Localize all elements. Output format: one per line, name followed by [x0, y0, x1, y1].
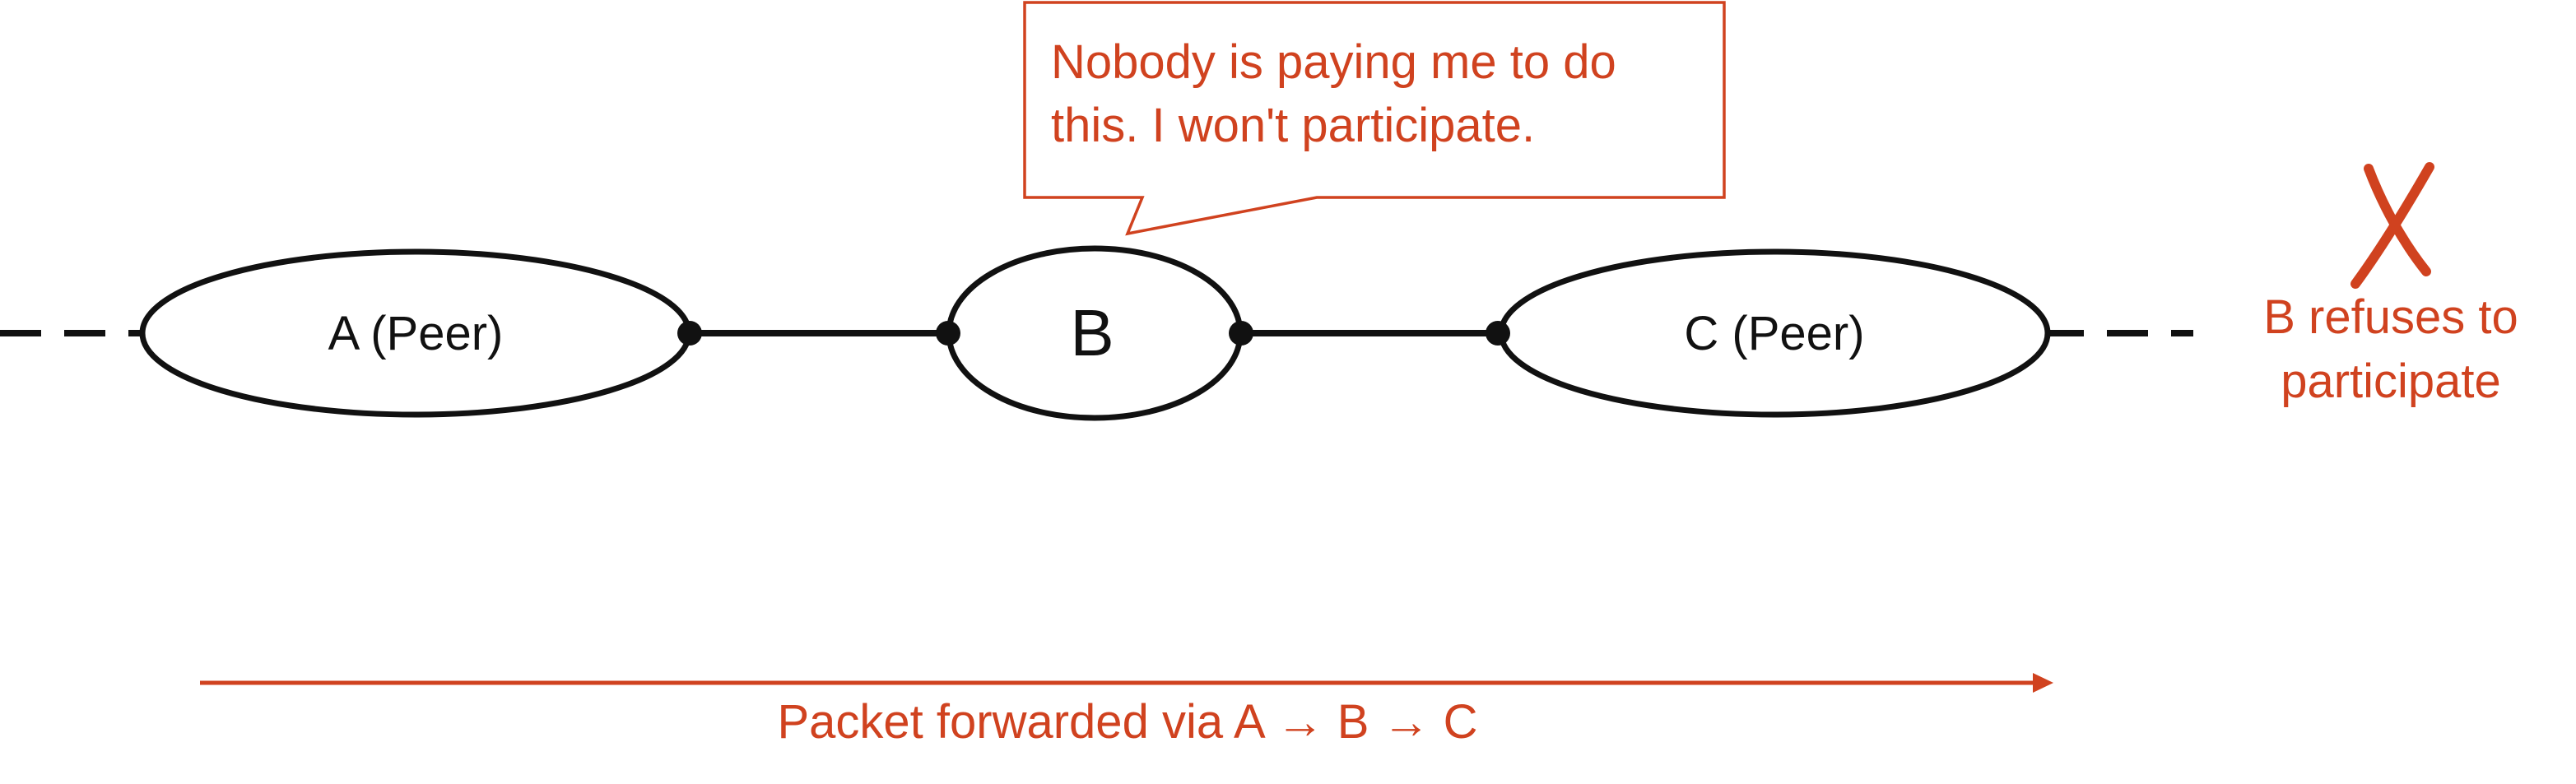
flow-arrow-head: [2033, 673, 2053, 693]
refusal-line-2: participate: [2281, 355, 2501, 408]
port-b-left: [936, 321, 960, 346]
refusal-x-icon: [2355, 167, 2430, 284]
callout-line-1: Nobody is paying me to do: [1051, 35, 1616, 89]
node-c-label: C (Peer): [1684, 307, 1865, 360]
flow-caption: Packet forwarded via A → B → C: [777, 695, 1478, 749]
refusal-line-1: B refuses to: [2263, 290, 2518, 344]
port-a-right: [677, 321, 702, 346]
node-b-label: B: [1070, 296, 1114, 369]
port-c-left: [1486, 321, 1510, 346]
callout-line-2: this. I won't participate.: [1051, 99, 1536, 152]
port-b-right: [1229, 321, 1253, 346]
node-a-label: A (Peer): [328, 307, 504, 360]
